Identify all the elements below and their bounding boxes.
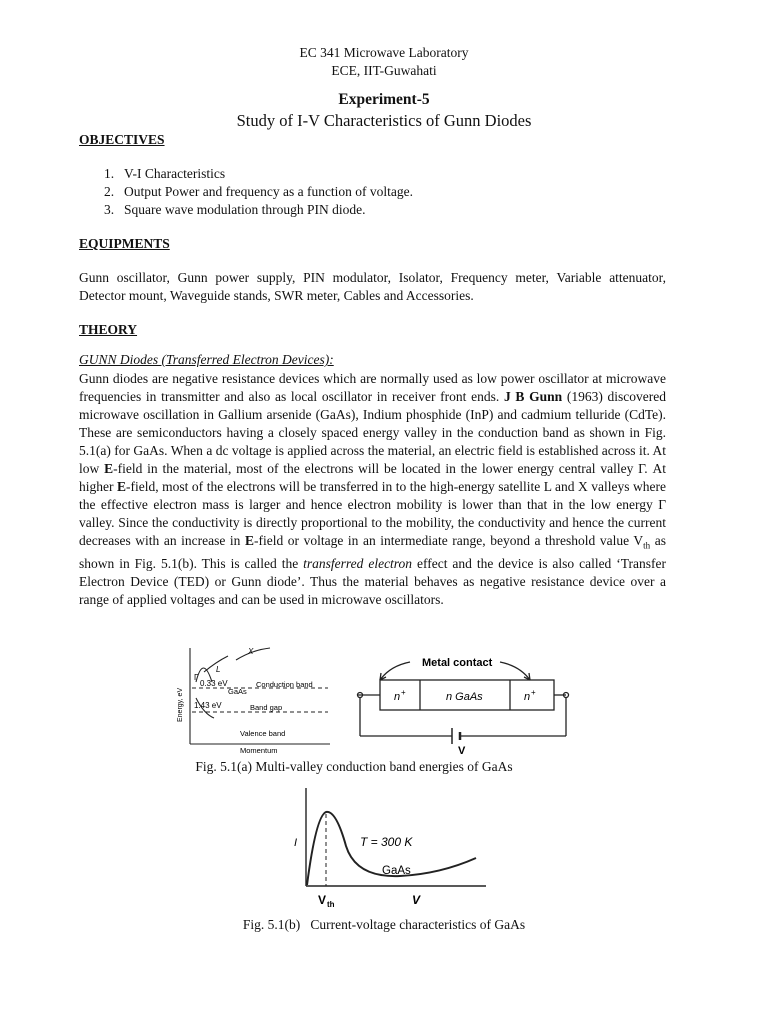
x-label: X <box>248 647 254 656</box>
ngaas-label: n GaAs <box>446 691 483 703</box>
device-structure-figure <box>352 650 574 756</box>
bandgap-label: Band gap <box>250 703 283 712</box>
list-item: 2. Output Power and frequency as a function of voltage. <box>104 184 414 199</box>
iv-gaas-label: GaAs <box>382 865 411 877</box>
current-label: I <box>294 837 298 849</box>
figure-b-caption: Fig. 5.1(b) Current-voltage characteristics of GaAs <box>242 917 526 932</box>
band-diagram-figure <box>170 642 340 756</box>
figure-a-caption: Fig. 5.1(a) Multi-valley conduction band energies of GaAs <box>195 759 513 774</box>
theory-heading: THEORY <box>79 322 138 337</box>
n-plus-right-label: n <box>524 691 531 703</box>
vth-label: V <box>318 893 327 907</box>
objectives-list <box>104 165 413 219</box>
valence-label: Valence band <box>240 729 286 738</box>
department: ECE, IIT-Guwahati <box>331 63 437 78</box>
temperature-label: T = 300 K <box>360 835 413 849</box>
n-plus-left-sup: + <box>401 688 406 697</box>
equipments-heading: EQUIPMENTS <box>79 236 170 251</box>
n-plus-left-label: n <box>394 691 401 703</box>
theory-paragraph: Gunn diodes are negative resistance devices which are normally used as low power oscillator at microwave frequencies in transmitter and also as local oscillator in receiver front ends. J B Gunn (1963) discovered microwave oscillation in Gallium arsenide (GaAs), Indium phosphide (InP) and cadmium telluride (CdTe). These are semiconductors having a closely spaced energy valley in the conduction band as shown in Fig. 5.1(a) for GaAs. When a dc voltage is applied across the material, an electric field is established across it. At low E-field in the material, most of the electrons will be located in the lower energy central valley Γ. At higher E-field, most of the electrons will be transferred in to the high-energy satellite L and X valleys where the effective electron mass is larger and hence electron mobility is lower than that in the low energy Γ valley. Since the conductivity is directly proportional to the mobility, the conductivity and hence the current decreases with an increase in E-field or voltage in an intermediate range, beyond a threshold value $V_{th}$ as shown in Fig. 5.1(b). This is called the transferred electron effect and the device is also called ‘Transfer Electron Device (TED) or Gunn diode’. Thus the material behaves as negative resistance device over a range of applied voltages and can be used in microwave oscillators. <box>79 371 667 607</box>
energy-label: Energy, eV <box>177 687 184 722</box>
v-axis-label: V <box>412 893 421 907</box>
experiment-title: Experiment-5 <box>338 91 430 108</box>
gaas-label: GaAs <box>228 687 247 696</box>
study-title: Study of I-V Characteristics of Gunn Diodes <box>236 111 532 130</box>
list-item: 3. Square wave modulation through PIN diode. <box>104 202 366 217</box>
list-item: 1. V-I Characteristics <box>104 166 226 181</box>
theory-subheading: GUNN Diodes (Transferred Electron Devices): <box>79 352 334 367</box>
gap2-label: 1.43 eV <box>194 701 222 710</box>
conduction-label: Conduction band <box>256 680 313 689</box>
gamma-label: Γ <box>194 673 199 682</box>
course-title: EC 341 Microwave Laboratory <box>299 45 469 60</box>
voltage-label: V <box>458 745 466 756</box>
metal-contact-label: Metal contact <box>422 657 493 669</box>
objectives-heading: OBJECTIVES <box>79 132 165 147</box>
iv-curve-figure <box>290 786 490 912</box>
equipments-text: Gunn oscillator, Gunn power supply, PIN modulator, Isolator, Frequency meter, Variable attenuator, Detector mount, Waveguide stands, SWR meter, Cables and Accessories. <box>79 270 666 303</box>
vth-sub-label: th <box>327 900 335 909</box>
momentum-label: Momentum <box>240 746 278 755</box>
n-plus-right-sup: + <box>531 688 536 697</box>
gap1-label: 0.33 eV <box>200 679 228 688</box>
l-label: L <box>216 665 221 674</box>
